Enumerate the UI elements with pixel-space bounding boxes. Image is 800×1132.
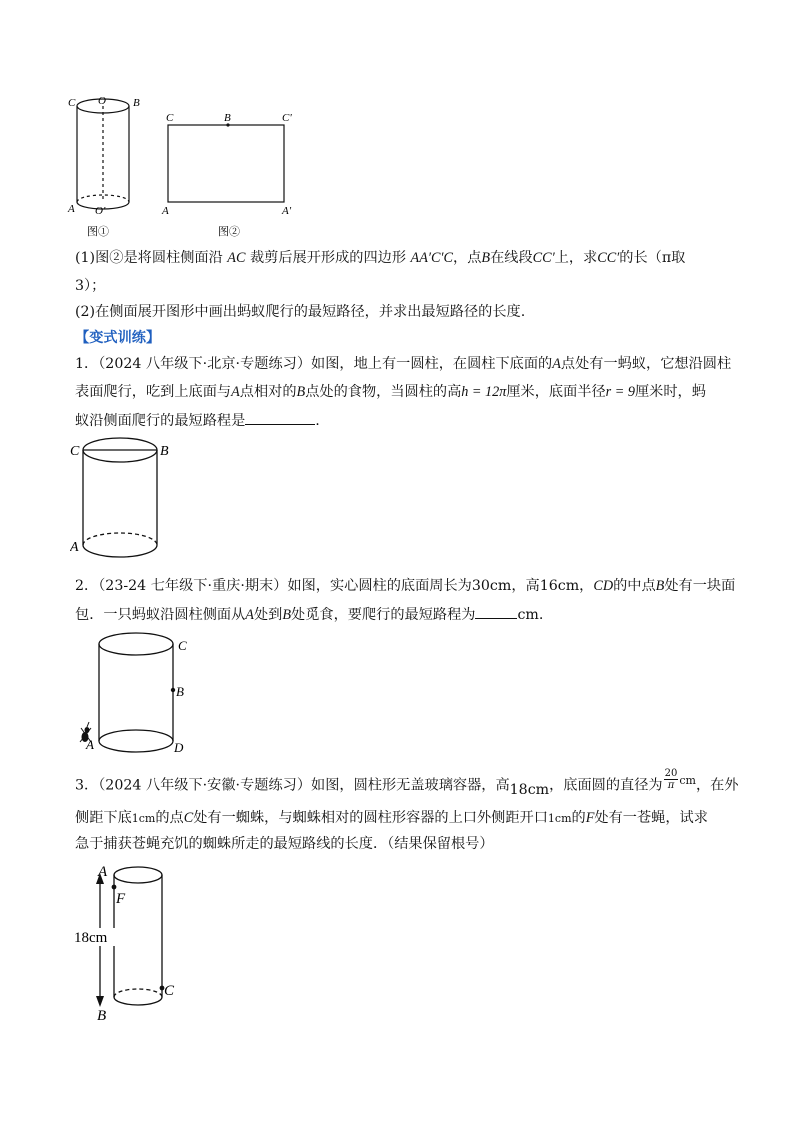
caption-fig2: 图② (218, 226, 240, 238)
fig2-label-C: C (178, 638, 187, 653)
fig2-label-B: B (176, 684, 184, 699)
fig3-height-label: 18cm (74, 930, 108, 946)
caption-fig1: 图① (87, 226, 109, 238)
net-rectangle (168, 125, 284, 202)
fig3-label-F: F (116, 891, 126, 907)
figure-cylinder-and-net (60, 92, 320, 242)
problem-1-line-1: 1．（2024 八年级下·北京·专题练习）如图，地上有一圆柱，在圆柱下底面的A点处有一蚂蚁，它想沿圆柱 (75, 356, 732, 372)
net-label-C-prime: C' (282, 112, 292, 124)
problem-2-line-2: 包．一只蚂蚁沿圆柱侧面从A处到B处觅食，要爬行的最短路程为 cm. (75, 604, 543, 625)
fig2-label-A: A (86, 737, 94, 752)
fig1-label-B: B (160, 444, 169, 459)
fig2-label-D: D (174, 740, 184, 755)
fig3-label-A: A (98, 864, 108, 880)
problem-2-line-1: 2．（23-24 七年级下·重庆·期末）如图，实心圆柱的底面周长为30cm，高16cm，CD的中点B处有一块面 (75, 578, 736, 594)
section-heading: 【变式训练】 (75, 330, 161, 346)
label-O-prime: O' (95, 205, 106, 217)
problem-3-line-1: 3．（2024 八年级下·安徽·专题练习）如图，圆柱形无盖玻璃容器，高18cm，底面圆的直径为 $\frac{20}{\pi}$ $^{cm}$，在外 (75, 768, 739, 798)
label-C-top: C (68, 97, 76, 109)
net-label-B: B (224, 112, 231, 124)
figure-problem-1 (70, 430, 190, 565)
question-part-1-line-2: 3）； (75, 278, 106, 294)
problem-3-line-3: 急于捕获苍蝇充饥的蜘蛛所走的最短路线的长度．（结果保留根号） (75, 836, 494, 852)
label-O: O (98, 95, 106, 107)
label-B-top: B (133, 97, 140, 109)
problem-1-line-2: 表面爬行，吃到上底面与A点相对的B点处的食物，当圆柱的高h = 12π厘米，底面半径r = 9厘米时，蚂 (75, 384, 706, 400)
question-part-2: (2)在侧面展开图形中画出蚂蚁爬行的最短路径，并求出最短路径的长度. (75, 304, 526, 320)
label-A-bottom: A (68, 203, 75, 215)
answer-blank-1[interactable] (245, 410, 315, 425)
net-label-C: C (166, 112, 174, 124)
cylinder-diagram (77, 99, 129, 209)
net-label-A: A (162, 205, 169, 217)
fig3-label-B: B (97, 1008, 107, 1024)
answer-blank-2[interactable] (475, 604, 517, 619)
fig3-label-C: C (164, 983, 175, 999)
net-label-A-prime: A' (282, 205, 292, 217)
problem-3-line-2: 侧距下底1cm的点C处有一蜘蛛，与蜘蛛相对的圆柱形容器的上口外侧距开口1cm的F处有一苍蝇，试求 (75, 810, 708, 826)
fig1-label-C: C (70, 444, 80, 459)
diameter-fraction: $\frac{20}{\pi}$ (664, 768, 678, 791)
fig1-label-A: A (70, 540, 79, 555)
figure-problem-2 (75, 624, 195, 756)
question-part-1-line-1: (1)图②是将圆柱侧面沿 AC 裁剪后展开形成的四边形 AA′C′C，点B在线段CC′上，求CC′的长（π取 (75, 250, 686, 266)
figure-problem-3 (70, 860, 200, 1030)
problem-1-line-3: 蚁沿侧面爬行的最短路程是 . (75, 410, 320, 431)
